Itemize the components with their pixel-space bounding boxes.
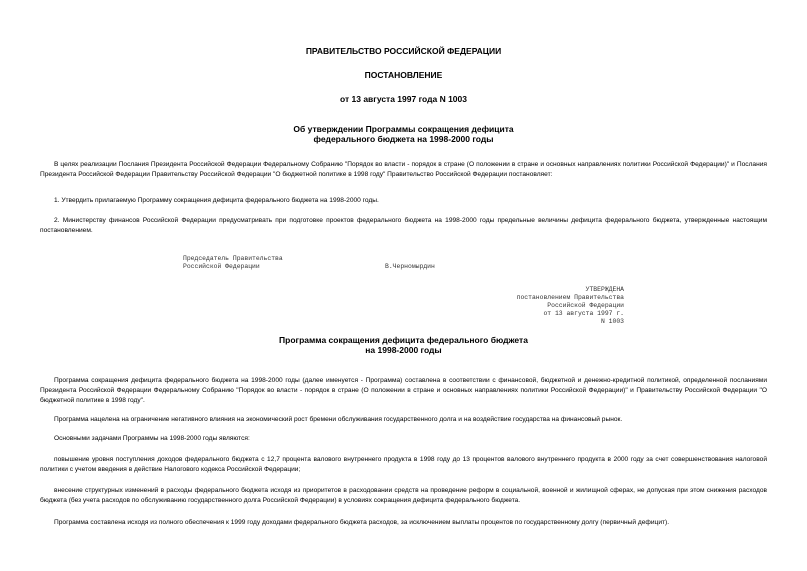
program-paragraph-intro: Программа сокращения дефицита федерального бюджета на 1998-2000 годы (далее именуется - Программа) составлена в соответствии с финансовой, бюджетной и денежно-кредитной политикой, определенной посланиями Президента Российской Федерации Федеральному Собранию "Порядок во власти - порядок в стране (О положении в стране и основных направлениях политики Российской Федерации)" и Правительству Российской Федерации "О бюджетной политике в 1998 году". bbox=[40, 377, 767, 404]
document-title-line-1: Об утверждении Программы сокращения дефицита bbox=[293, 124, 514, 134]
document-date-number: от 13 августа 1997 года N 1003 bbox=[340, 94, 467, 104]
program-paragraph-task-structure: внесение структурных изменений в расходы федерального бюджета исходя из приоритетов в расходовании средств на проведение реформ в социальной, военной и жилищной сферах, не допуская при этом снижения расходов бюджета (без учета расходов по обслуживанию государственного долга Российской Федерации) в условиях сокращения дефицита федерального бюджета. bbox=[40, 487, 767, 504]
signature-name: В.Черномырдин bbox=[385, 263, 435, 270]
approval-stamp-line-1: УТВЕРЖДЕНА bbox=[585, 286, 624, 293]
approval-stamp-line-3: Российской Федерации bbox=[547, 302, 624, 309]
program-paragraph-tasks-heading: Основными задачами Программы на 1998-2000 годы являются: bbox=[54, 435, 250, 442]
program-title-line-2: на 1998-2000 годы bbox=[365, 345, 442, 355]
program-title-line-1: Программа сокращения дефицита федерального бюджета bbox=[279, 335, 528, 345]
document-title-line-2: федерального бюджета на 1998-2000 годы bbox=[313, 134, 494, 144]
clause-1: 1. Утвердить прилагаемую Программу сокращения дефицита федерального бюджета на 1998-2000 годы. bbox=[54, 197, 379, 204]
program-paragraph-aim: Программа нацелена на ограничение негативного влияния на экономический рост бремени обслуживания государственного долга и на воздействие государства на финансовый рынок. bbox=[54, 416, 623, 423]
program-paragraph-task-revenue: повышение уровня поступления доходов федерального бюджета с 12,7 процента валового внутреннего продукта в 1998 году до 13 процентов валового внутреннего продукта в 2000 году за счет совершенствования налоговой политики с учетом введения в действие Налогового кодекса Российской Федерации; bbox=[40, 456, 767, 473]
approval-stamp-line-2: постановлением Правительства bbox=[516, 294, 624, 301]
approval-stamp-line-5: N 1003 bbox=[600, 318, 624, 325]
document-type: ПОСТАНОВЛЕНИЕ bbox=[364, 70, 443, 80]
issuing-authority: ПРАВИТЕЛЬСТВО РОССИЙСКОЙ ФЕДЕРАЦИИ bbox=[305, 46, 502, 56]
signature-position-line-2: Российской Федерации bbox=[183, 263, 260, 270]
signature-position-line-1: Председатель Правительства bbox=[183, 255, 283, 262]
program-paragraph-basis: Программа составлена исходя из полного обеспечения к 1999 году доходами федерального бюджета расходов, за исключением выплаты процентов по государственному долгу (первичный дефицит). bbox=[54, 519, 670, 526]
clause-2: 2. Министерству финансов Российской Федерации предусматривать при подготовке проектов федерального бюджета на 1998-2000 годы предельные величины дефицита федерального бюджета, утвержденные настоящим постановлением. bbox=[40, 217, 767, 234]
approval-stamp-line-4: от 13 августа 1997 г. bbox=[543, 310, 624, 317]
preamble-paragraph: В целях реализации Послания Президента Российской Федерации Федеральному Собранию "Порядок во власти - порядок в стране (О положении в стране и основных направлениях политики Российской Федерации)" и Послания Президента Российской Федерации Правительству Российской Федерации "О бюджетной политике в 1998 году" Правительство Российской Федерации постановляет: bbox=[40, 161, 767, 178]
